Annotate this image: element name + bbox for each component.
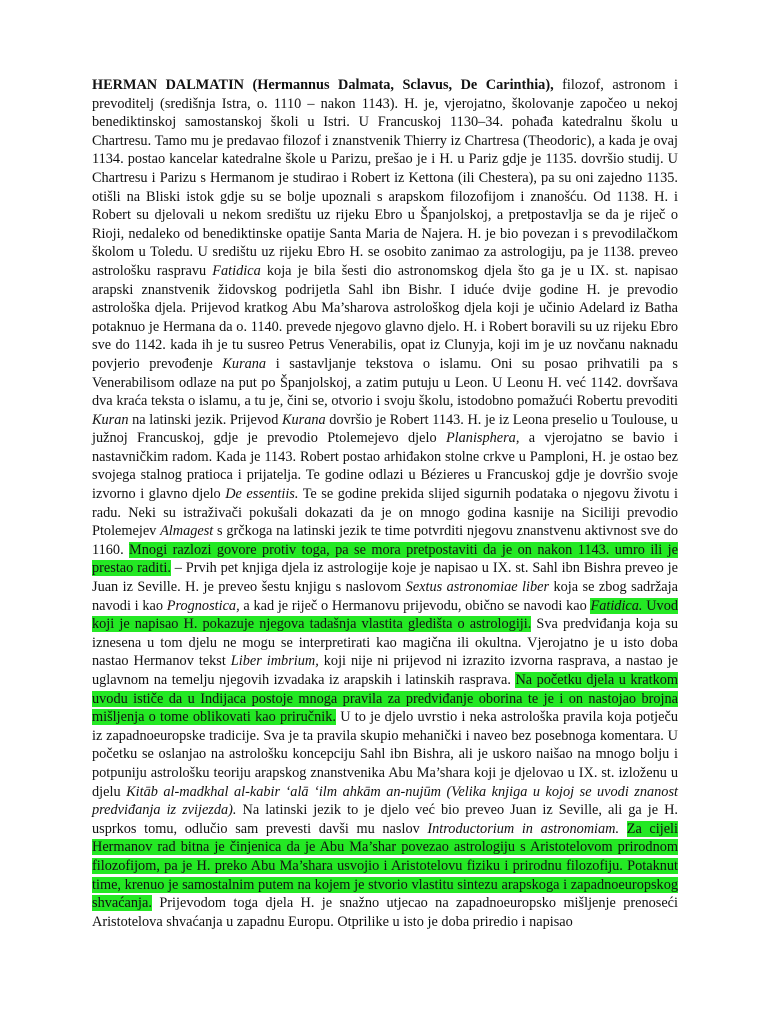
text-run: a vjerojatno se bavio i nastavničkim radom. Kada je 1143. Robert postao arhiđakon stolne crkve u Pamploni, H. je ostao bez svojega stalnog pratioca i prijatelja. Te godine odlazi u Bézieres u Francuskoj gdje je dovršio svoje izvorno i glavno djelo	[92, 430, 678, 503]
italic-title: Fatidica.	[590, 597, 643, 614]
text-run: koja je bila šesti dio astronomskog djela što ga je u IX. st. napisao arapski znanstvenik židovskog podrijetla Sahl ibn Bishr. I iduće dvije godine H. je prevodio astrološka djela. Prijevod kratkog Abu Ma’sharova astrološkog djela koji je učinio Adelard iz Batha potaknuo je Hermana da o. 1140. prevede njegovo glavno djelo. H. i Robert boravili su uz rijeku Ebro sve do 1142. kada ih je tu susreo Petrus Venerabilis, opat iz Clunyja, koji im je uz novčanu naknadu povjerio prevođenje	[92, 262, 678, 372]
italic-title: Sextus astronomiae liber	[405, 579, 550, 596]
text-run: U to je djelo uvrstio i neka astrološka pravila koja potječu iz zapadnoeuropske tradicije. Sva je ta pravila skupio mehanički i naveo bez posebnoga komentara. U početku se oslanjao na astrološku koncepciju Sahl ibn Bishra, ali je uskoro naišao na mnogo bolju i potpuniju astrološku teoriju arapskog znanstvenika Abu Ma’shara koji je djelovao u IX. st. izloženu u djelu	[92, 709, 678, 800]
italic-title: De essentiis.	[225, 486, 299, 503]
italic-title: Kurana	[222, 355, 267, 372]
italic-title: Kitāb al-madkhal al-kabir ‘alā ‘ilm ahkām an-nujūm (Velika knjiga u kojoj se uvodi znanost predviđanja iz zvijezda).	[92, 783, 678, 819]
text-run: Prijevodom toga djela H. je snažno utjecao na zapadnoeuropsko mišljenje prenoseći Aristotelova shvaćanja u zapadnu Europu. Otprilike u isto je doba priredio i napisao	[92, 895, 678, 930]
entry-heading: HERMAN DALMATIN (Hermannus Dalmata, Sclavus, De Carinthia),	[92, 77, 554, 93]
text-run: na latinski jezik. Prijevod	[128, 411, 282, 428]
highlighted-passage: Za cijeli Hermanov rad bitna je činjenica da je Abu Ma’shar povezao astrologiju s Aristotelovom prirodnom filozofijom, pa je H. preko Abu Ma’shara usvojio i Aristotelovu fiziku i prirodnu filozofiju. Potaknut time, krenuo je samostalnim putem na kojem je stvorio vlastitu sintezu arapskoga i zapadnoeuropskog shvaćanja.	[92, 820, 678, 912]
text-run	[619, 821, 627, 837]
text-run: koja se zbog sadržaja navodi i kao	[92, 579, 678, 614]
italic-title: Kuran	[92, 411, 129, 428]
highlighted-passage: Na početku djela u kratkom uvodu ističe da u Indijaca postoje mnoga pravila za predviđanje oborina te je i on nastojao brojna mišljenja o tome oblikovati kao priručnik.	[92, 672, 678, 726]
text-run: dovršio je Robert 1143. H. je iz Leona preselio u Toulouse, u južnoj Francuskoj, gdje je prevodio Ptolemejevo djelo	[92, 411, 678, 447]
text-run: Te se godine prekida slijed sigurnih podataka o njegovu životu i radu. Neki su istraživači pokušali dokazati da je on mnogo godina kasnije na Siciliji prevodio Ptolemejev	[92, 486, 678, 540]
highlighted-passage: Mnogi razlozi govore protiv toga, pa se mora pretpostaviti da je on nakon 1143. umro ili je prestao raditi.	[92, 541, 678, 577]
text-run: koji nije ni prijevod ni izrazito izvorna rasprava, a nastao je uglavnom na temelju njegovih izvadaka iz arapskih i latinskih rasprava.	[92, 653, 679, 688]
text-run: s grčkoga na latinski jezik te time potvrditi njegovu znanstvenu aktivnost sve do 1160.	[92, 523, 678, 558]
italic-title: Kurana	[281, 411, 326, 428]
text-run: i sastavljanje tekstova o islamu. Oni su posao prihvatili pa s Venerabilisom odlaze na put po Španjolskoj, a zatim putuju u Leon. U Leonu H. već 1142. dovršava dva kraća teksta o islamu, a tu je, čini se, otvorio i svoju školu, istodobno pomažući Robertu prevoditi	[92, 355, 678, 410]
text-run: Na latinski jezik to je djelo već bio preveo Juan iz Seville, ali ga je H. usprkos tomu, odlučio sam prevesti davši mu naslov	[92, 802, 679, 837]
italic-title: Prognostica,	[166, 597, 240, 614]
italic-title: Liber imbrium,	[230, 653, 319, 670]
text-run: filozof, astronom i prevoditelj (središnja Istra, o. 1110 – nakon 1143). H. je, vjerojatno, školovanje započeo u nekoj benediktinskoj samostanskoj školi u Istri. U Francuskoj 1130–34. pohađa katedralnu školu u Chartresu. Tamo mu je predavao filozof i znanstvenik Thierry iz Chartresa (Theodoric), a kada je ovaj 1134. postao kancelar katedralne škole u Parizu, prešao je i H. u Pariz gdje je 1135. dovršio studij. U Chartresu i Parizu s Hermanom je studirao i Robert iz Kettona (ili Chestera), pa su oni zajedno 1135. otišli na Bliski istok gdje su se bolje upoznali s arapskom filozofijom i znanošću. Od 1138. H. i Robert su djelovali u nekom središtu uz rijeku Ebro u Španjolskoj, a pretpostavlja se da je riječ o Rioji, nedaleko od benediktinske opatije Santa Maria de Najera. H. je bio povezan i s prevodilačkom školom u Toledu. U središtu uz rijeku Ebro H. se osobito zanimao za astrologiju, pa je 1138. preveo astrološku raspravu	[92, 77, 678, 279]
italic-title: Almagest	[160, 523, 214, 540]
text-run: – Prvih pet knjiga djela iz astrologije koje je napisao u IX. st. Sahl ibn Bishra preveo je Juan iz Seville. H. je preveo šestu knjigu s naslovom	[92, 560, 679, 596]
italic-title: Planisphera,	[445, 430, 520, 447]
italic-title: Fatidica	[212, 262, 261, 279]
document-page	[92, 76, 678, 931]
text-run: Sva predviđanja koja su iznesena u tom djelu ne mogu se interpretirati kao magična ili okultna. Vjerojatno je u isto doba nastao Hermanov tekst	[92, 616, 678, 670]
text-run: a kad je riječ o Hermanovu prijevodu, obično se navodi kao	[239, 597, 591, 614]
text-run: Uvod koji je napisao H. pokazuje njegova tadašnja vlastita gledišta o astrologiji.	[92, 597, 678, 633]
italic-title: Introductorium in astronomiam.	[427, 820, 620, 837]
encyclopedia-entry	[92, 76, 678, 931]
